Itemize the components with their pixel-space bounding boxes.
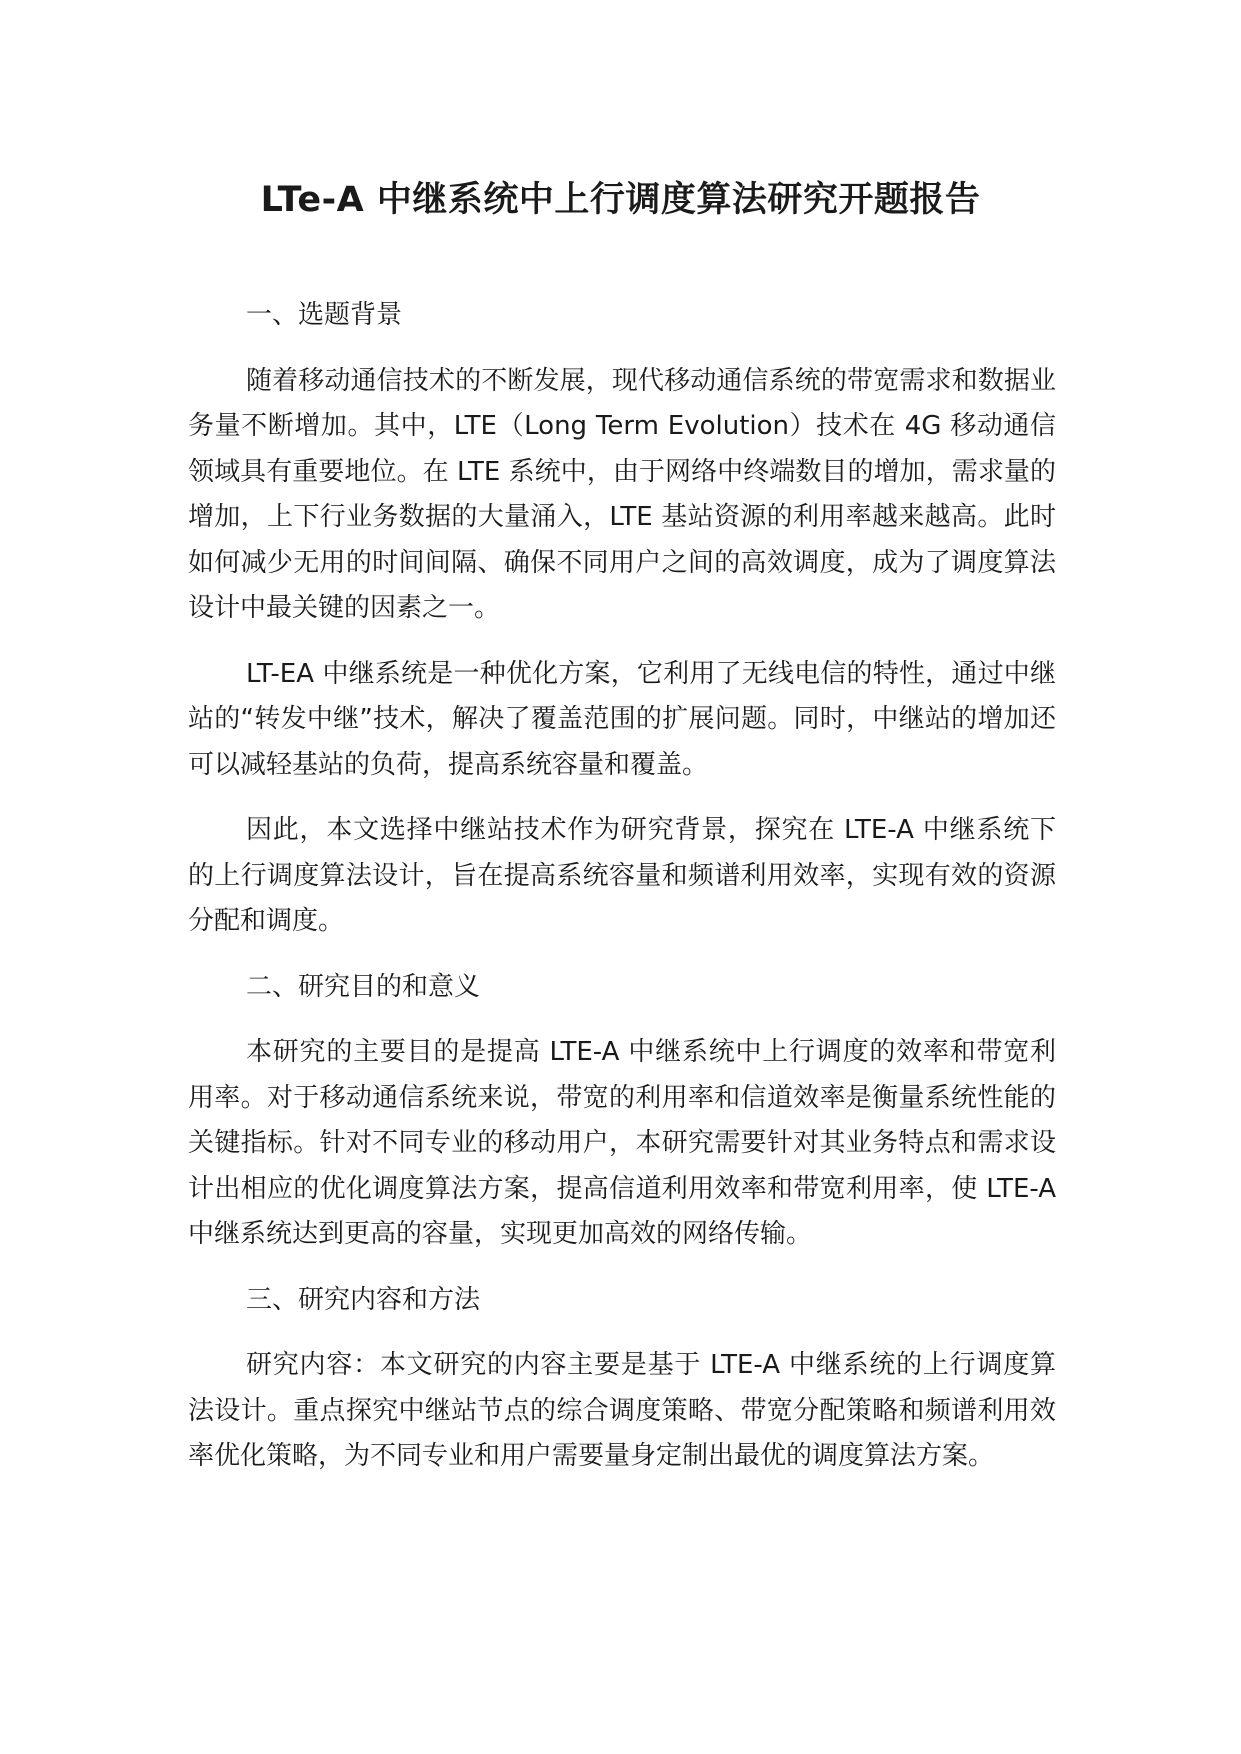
section-heading: 二、研究目的和意义 xyxy=(246,971,481,1002)
document-body xyxy=(188,293,1056,1500)
paragraph: 研究内容：本文研究的内容主要是基于 LTE-A 中继系统的上行调度算法设计。重点探究中继站节点的综合调度策略、带宽分配策略和频谱利用效率优化策略，为不同专业和用户需要量身定制出最优的调度算法方案。 xyxy=(188,1350,1056,1471)
section-heading: 一、选题背景 xyxy=(246,300,403,330)
paragraph: 随着移动通信技术的不断发展，现代移动通信系统的带宽需求和数据业务量不断增加。其中，LTE（Long Term Evolution）技术在 4G 移动通信领域具有重要地位。在 LTE 系统中，由于网络中终端数目的增加，需求量的增加，上下行业务数据的大量涌入，LTE 基站资源的利用率越来越高。此时如何减少无用的时间间隔、确保不同用户之间的高效调度，成为了调度算法设计中最关键的因素之一。 xyxy=(188,365,1056,623)
paragraph: LT-EA 中继系统是一种优化方案，它利用了无线电信的特性，通过中继站的“转发中继”技术，解决了覆盖范围的扩展问题。同时，中继站的增加还可以减轻基站的负荷，提高系统容量和覆盖。 xyxy=(188,658,1056,780)
section-heading: 三、研究内容和方法 xyxy=(246,1284,481,1315)
paragraph: 本研究的主要目的是提高 LTE-A 中继系统中上行调度的效率和带宽利用率。对于移动通信系统来说，带宽的利用率和信道效率是衡量系统性能的关键指标。针对不同专业的移动用户，本研究需要针对其业务特点和需求设计出相应的优化调度算法方案，提高信道利用效率和带宽利用率，使 LTE-A 中继系统达到更高的容量，实现更加高效的网络传输。 xyxy=(188,1037,1056,1249)
document-title: LTe-A 中继系统中上行调度算法研究开题报告 xyxy=(260,180,981,220)
paragraph: 因此，本文选择中继站技术作为研究背景，探究在 LTE-A 中继系统下的上行调度算法设计，旨在提高系统容量和频谱利用效率，实现有效的资源分配和调度。 xyxy=(188,815,1056,936)
